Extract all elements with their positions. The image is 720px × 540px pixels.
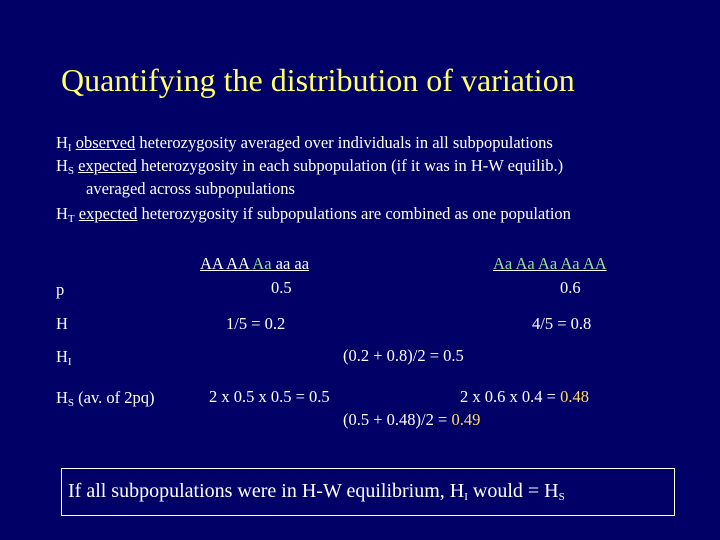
pop2-p-value: 0.6 (560, 278, 581, 297)
term-expected: expected (78, 156, 137, 175)
pop2-hs-calc: 2 x 0.6 x 0.4 = 0.48 (460, 387, 589, 406)
slide-title: Quantifying the distribution of variation (61, 62, 575, 98)
pop1-p-value: 0.5 (271, 278, 292, 297)
term-expected-2: expected (78, 204, 138, 223)
label-h: H (56, 314, 68, 333)
definition-ht: $H_T$ expected heterozygosity if subpopulations are combined as one population (56, 204, 571, 225)
definition-hi: $H_I$ observed heterozygosity averaged over individuals in all subpopulations (56, 133, 553, 154)
pop1-h-value: 1/5 = 0.2 (226, 314, 286, 333)
hi-value: (0.2 + 0.8)/2 = 0.5 (343, 346, 464, 365)
pop1-genotypes: AA AA Aa aa aa (200, 254, 310, 273)
label-hs: $H_S$ (av. of 2pq) (56, 388, 155, 409)
pop2-genotypes: Aa Aa Aa Aa AA (493, 254, 607, 273)
term-observed: observed (75, 133, 136, 152)
definition-hs: $H_S$ expected heterozygosity in each subpopulation (if it was in H-W equilib.) (56, 156, 564, 177)
hs-average: (0.5 + 0.48)/2 = 0.49 (343, 410, 481, 429)
label-p: p (56, 280, 65, 299)
definition-hs-continued: averaged across subpopulations (86, 179, 295, 198)
pop1-hs-calc: 2 x 0.5 x 0.5 = 0.5 (209, 387, 330, 406)
conclusion-text: If all subpopulations were in H-W equilibrium, $H_I$ would = $H_S$ (68, 480, 565, 503)
label-hi: $H_I$ (56, 347, 72, 368)
pop2-h-value: 4/5 = 0.8 (532, 314, 592, 333)
